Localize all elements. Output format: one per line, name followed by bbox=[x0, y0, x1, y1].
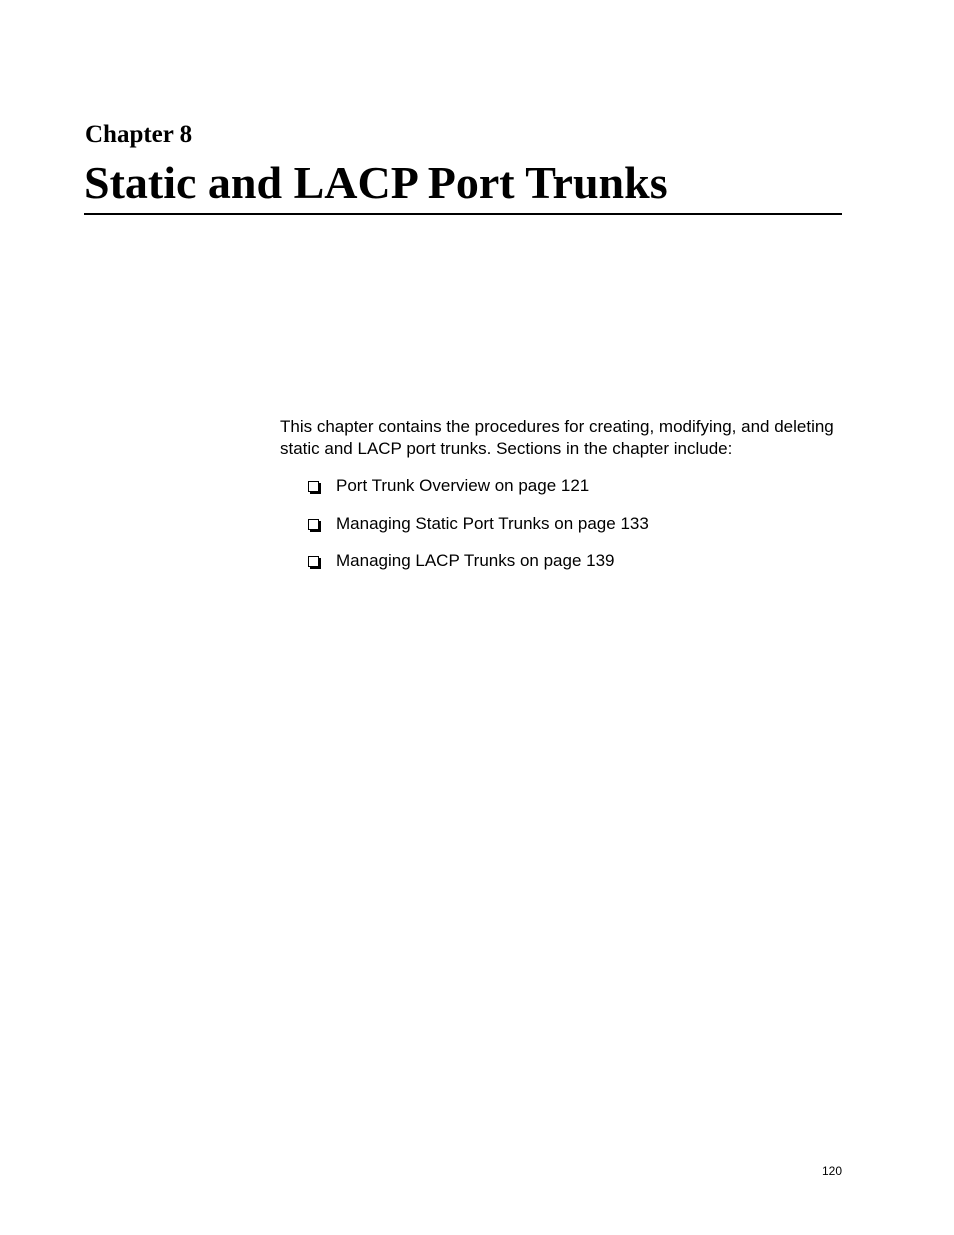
chapter-title: Static and LACP Port Trunks bbox=[84, 157, 668, 208]
checkbox-icon bbox=[308, 519, 319, 530]
list-item bbox=[308, 513, 649, 535]
section-link-port-trunk-overview[interactable]: Port Trunk Overview on page 121 bbox=[336, 476, 590, 495]
list-item bbox=[308, 475, 649, 497]
list-item bbox=[308, 550, 649, 572]
checkbox-icon bbox=[308, 556, 319, 567]
section-list bbox=[308, 475, 649, 588]
page-number: 120 bbox=[821, 1164, 842, 1178]
chapter-label: Chapter 8 bbox=[85, 121, 193, 148]
title-rule bbox=[84, 213, 842, 215]
section-link-managing-lacp-trunks[interactable]: Managing LACP Trunks on page 139 bbox=[336, 551, 615, 570]
intro-paragraph: This chapter contains the procedures for creating, modifying, and deleting static and LACP port trunks. Sections in the chapter include: bbox=[280, 417, 834, 458]
checkbox-icon bbox=[308, 481, 319, 492]
section-link-managing-static-port-trunks[interactable]: Managing Static Port Trunks on page 133 bbox=[336, 513, 649, 533]
